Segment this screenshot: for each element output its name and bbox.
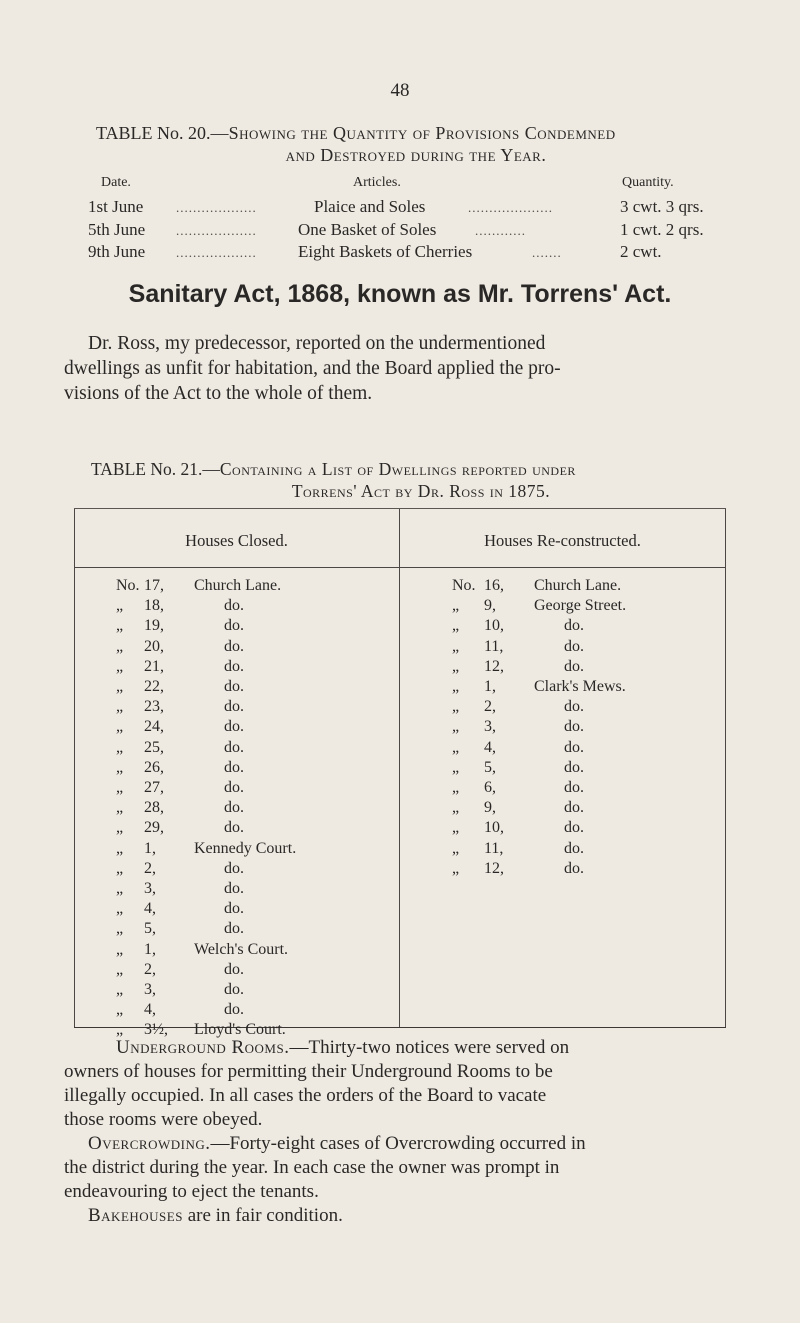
closed-prefix: „ [116, 900, 124, 918]
recon-number: 4, [484, 738, 496, 756]
intro-line: Dr. Ross, my predecessor, reported on the undermentioned [88, 333, 546, 354]
recon-number: 3, [484, 718, 496, 736]
recon-prefix: „ [452, 698, 460, 716]
closed-prefix: „ [116, 920, 124, 938]
table20-row: 5th June ................... One Basket of Soles ............ 1 cwt. 2 qrs. [88, 220, 704, 239]
recon-number: 12, [484, 859, 504, 877]
closed-prefix: „ [116, 839, 124, 857]
recon-street: do. [564, 859, 584, 877]
closed-number: 26, [144, 758, 164, 776]
table20-date: 9th June [88, 242, 146, 261]
closed-prefix: „ [116, 597, 124, 615]
overcrowding-lead: Overcrowding. [88, 1133, 211, 1154]
closed-prefix: „ [116, 981, 124, 998]
table20-title-line2: and Destroyed during the Year. [285, 145, 547, 165]
table20-title [96, 122, 736, 166]
closed-street: Lloyd's Court. [194, 1021, 286, 1039]
closed-street: do. [224, 960, 244, 978]
recon-prefix: „ [452, 758, 460, 776]
underground-text: —Thirty-two notices were served on [289, 1037, 570, 1058]
closed-prefix: „ [116, 657, 124, 675]
closed-number: 21, [144, 657, 164, 675]
closed-prefix: „ [116, 1001, 124, 1019]
closed-number: 5, [144, 920, 156, 938]
recon-number: 10, [484, 617, 504, 635]
table20-title-prefix: TABLE No. 20.— [96, 123, 229, 143]
closed-street: do. [224, 981, 244, 998]
underground-line: those rooms were obeyed. [64, 1109, 263, 1130]
closed-number: 27, [144, 779, 164, 796]
closed-number: 4, [144, 1001, 156, 1019]
recon-number: 11, [484, 637, 504, 655]
recon-prefix: „ [452, 597, 460, 615]
closed-number: 17, [144, 577, 164, 594]
recon-number: 16, [484, 577, 504, 594]
table20-quantity: 2 cwt. [620, 242, 662, 261]
closed-prefix: „ [116, 799, 124, 817]
table-column-divider [399, 509, 400, 1027]
closed-prefix: „ [116, 880, 124, 897]
overcrowding-text: —Forty-eight cases of Overcrowding occurred in [210, 1133, 586, 1154]
overcrowding-line: endeavouring to eject the tenants. [64, 1181, 319, 1202]
closed-number: 20, [144, 637, 164, 655]
closed-prefix: „ [116, 698, 124, 716]
table-header-rule [74, 567, 726, 568]
recon-prefix: „ [452, 819, 460, 837]
header-houses-reconstructed: Houses Re-constructed. [484, 531, 641, 550]
recon-prefix: „ [452, 839, 460, 857]
underground-lead: Underground Rooms. [116, 1037, 290, 1058]
closed-street: do. [224, 859, 244, 877]
closed-number: 25, [144, 738, 164, 756]
closed-number: 28, [144, 799, 164, 817]
closed-prefix: „ [116, 718, 124, 736]
closed-street: do. [224, 799, 244, 817]
recon-prefix: „ [452, 678, 460, 695]
recon-prefix: „ [452, 738, 460, 756]
recon-street: Clark's Mews. [534, 678, 626, 695]
recon-number: 10, [484, 819, 504, 837]
closed-street: do. [224, 738, 244, 756]
closed-street: do. [224, 698, 244, 716]
table20-row: 1st June ................... Plaice and Soles .................... 3 cwt. 3 qrs. [88, 197, 704, 216]
recon-street: do. [564, 779, 584, 796]
table20-article: One Basket of Soles [298, 220, 437, 239]
bakehouses-text: are in fair condition. [182, 1205, 343, 1226]
table20-date: 5th June [88, 220, 146, 239]
bakehouses-line [88, 1204, 736, 1228]
table20-article: Eight Baskets of Cherries [298, 242, 473, 261]
table21-title-prefix: TABLE No. 21.— [91, 459, 220, 479]
closed-number: 18, [144, 597, 164, 615]
recon-street: do. [564, 758, 584, 776]
closed-number: 1, [144, 839, 156, 857]
intro-line: visions of the Act to the whole of them. [64, 383, 373, 404]
closed-street: Kennedy Court. [194, 839, 297, 857]
closed-number: 2, [144, 859, 156, 877]
recon-number: 2, [484, 698, 496, 716]
recon-street: do. [564, 738, 584, 756]
intro-line: dwellings as unfit for habitation, and the Board applied the pro- [64, 358, 561, 379]
table20-quantity: 3 cwt. 3 qrs. [620, 197, 704, 216]
recon-street: do. [564, 637, 584, 655]
recon-street: do. [564, 698, 584, 716]
recon-number: 6, [484, 779, 496, 796]
table20-header-articles: Articles. [353, 175, 401, 190]
closed-street: Church Lane. [194, 577, 282, 594]
recon-street: do. [564, 799, 584, 817]
table-border-left [74, 509, 75, 1027]
closed-street: Welch's Court. [194, 940, 289, 958]
table20-title-line1: Showing the Quantity of Provisions Condemned [228, 123, 616, 143]
recon-street: do. [564, 819, 584, 837]
table20-header-date: Date. [101, 175, 131, 190]
closed-number: 4, [144, 900, 156, 918]
page-number: 48 [390, 80, 410, 101]
closed-street: do. [224, 920, 244, 938]
closed-number: 3½, [144, 1021, 168, 1039]
closed-prefix: „ [116, 637, 124, 655]
recon-street: George Street. [534, 597, 627, 615]
recon-number: 9, [484, 799, 496, 817]
closed-street: do. [224, 718, 244, 736]
recon-prefix: „ [452, 657, 460, 675]
table20-header-quantity: Quantity. [622, 175, 674, 190]
closed-prefix: „ [116, 738, 124, 756]
recon-prefix: „ [452, 859, 460, 877]
closed-street: do. [224, 637, 244, 655]
recon-number: 5, [484, 758, 496, 776]
closed-street: do. [224, 657, 244, 675]
underground-line: illegally occupied. In all cases the orders of the Board to vacate [64, 1085, 547, 1106]
recon-number: 1, [484, 678, 496, 695]
closed-prefix: „ [116, 678, 124, 695]
recon-street: Church Lane. [534, 577, 622, 594]
recon-prefix: „ [452, 637, 460, 655]
closed-street: do. [224, 819, 244, 837]
recon-street: do. [564, 657, 584, 675]
closed-street: do. [224, 779, 244, 796]
closed-prefix: „ [116, 1021, 124, 1039]
closed-prefix: „ [116, 960, 124, 978]
closed-prefix: „ [116, 819, 124, 837]
closed-prefix: No. [116, 577, 140, 594]
table21-title-line2: Torrens' Act by Dr. Ross in 1875. [291, 481, 551, 501]
closed-number: 1, [144, 940, 156, 958]
closed-street: do. [224, 880, 244, 897]
closed-number: 23, [144, 698, 164, 716]
closed-number: 24, [144, 718, 164, 736]
recon-prefix: „ [452, 779, 460, 796]
closed-prefix: „ [116, 859, 124, 877]
bakehouses-lead: Bakehouses [88, 1205, 183, 1226]
closed-street: do. [224, 678, 244, 695]
underground-line [116, 1036, 736, 1060]
closed-prefix: „ [116, 758, 124, 776]
closed-number: 22, [144, 678, 164, 695]
table20-quantity: 1 cwt. 2 qrs. [620, 220, 704, 239]
overcrowding-line: the district during the year. In each case the owner was prompt in [64, 1157, 560, 1178]
recon-prefix: „ [452, 617, 460, 635]
underground-line: owners of houses for permitting their Underground Rooms to be [64, 1061, 553, 1082]
table-border-right [725, 509, 726, 1027]
table21-title [91, 458, 751, 502]
recon-prefix: „ [452, 799, 460, 817]
closed-number: 3, [144, 981, 156, 998]
closed-prefix: „ [116, 940, 124, 958]
closed-prefix: „ [116, 779, 124, 796]
closed-number: 2, [144, 960, 156, 978]
closed-street: do. [224, 597, 244, 615]
closed-number: 3, [144, 880, 156, 897]
table21-title-line1: Containing a List of Dwellings reported under [219, 459, 576, 479]
table20-article: Plaice and Soles [314, 197, 426, 216]
recon-street: do. [564, 617, 584, 635]
recon-prefix: „ [452, 718, 460, 736]
closed-prefix: „ [116, 617, 124, 635]
table20-row: 9th June ................... Eight Baskets of Cherries ....... 2 cwt. [88, 242, 662, 261]
recon-street: do. [564, 718, 584, 736]
recon-number: 9, [484, 597, 496, 615]
dwellings-table [74, 508, 726, 1039]
recon-number: 11, [484, 839, 504, 857]
closed-number: 29, [144, 819, 164, 837]
closed-street: do. [224, 1001, 244, 1019]
closed-number: 19, [144, 617, 164, 635]
closed-street: do. [224, 900, 244, 918]
closed-street: do. [224, 617, 244, 635]
recon-street: do. [564, 839, 584, 857]
header-houses-closed: Houses Closed. [185, 531, 288, 550]
table20-date: 1st June [88, 197, 144, 216]
recon-number: 12, [484, 657, 504, 675]
overcrowding-line [88, 1132, 736, 1156]
closed-street: do. [224, 758, 244, 776]
recon-prefix: No. [452, 577, 476, 594]
section-heading: Sanitary Act, 1868, known as Mr. Torrens' Act. [128, 280, 672, 308]
